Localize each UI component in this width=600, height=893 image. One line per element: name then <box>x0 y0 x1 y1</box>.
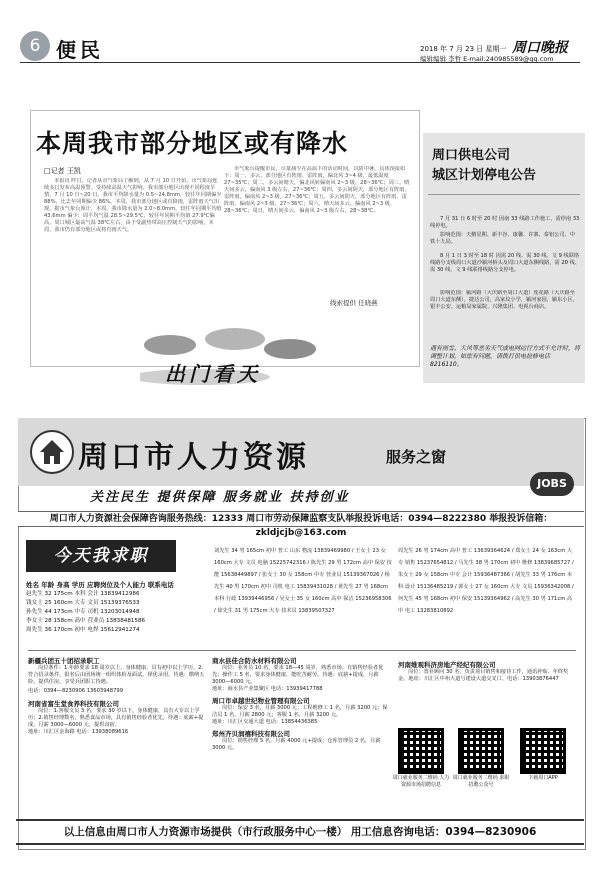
qr-code-3[interactable] <box>520 728 572 781</box>
article-headline: 本周我市部分地区或有降水 <box>36 129 349 158</box>
power-item-2-scope: 影响范围：颍河路（大庆路至周口大道）莲花路（大庆路至周口大道东侧），捷达公司，高家坟小学，颍河家园，颍东小区，银丰公安、运粮局家属院、兴隆集团、电视台商店。 <box>430 290 578 310</box>
hr-logo-icon <box>30 430 74 474</box>
qr-label: 周口就业服务二维码 求职招聘公众号 <box>452 775 510 788</box>
job-title: 商水县佳合防水材料有限公司 <box>212 657 297 665</box>
table-row: 周先生 36 170cm 初中 电焊 15612941274 <box>26 627 140 633</box>
job-postings-col-3 <box>398 660 574 683</box>
job-body: 岗位：保安 3 名，月薪 3000 元；工程维修工 1 名，月薪 3200 元；保洁员 1 名，月薪 2800 元；客服 1 名，月薪 3200 元。 <box>212 705 388 718</box>
qr-label: 周口就业服务二维码 人力资源市场招聘信息 <box>392 775 450 788</box>
section-title: 便民 <box>56 38 104 62</box>
power-item-1-scope: 影响范围：天鹅星期、新丰谷、康馨、许寨、泰铝公司、中铁十九局。 <box>430 232 575 245</box>
qr-code-image[interactable] <box>398 728 444 774</box>
power-title-line1: 周口供电公司 <box>432 148 511 163</box>
power-title-line2: 城区计划停电公告 <box>432 168 537 183</box>
job-body: 岗位条件：1.年龄要求 18 周岁以上，身体健康，具有初中以上学历。2.符合招录条件，报名后由团场统一组织体检及面试，择优录用。待遇：缴纳五险，提供住房，享受兵团职工待遇。 <box>28 665 205 685</box>
job-title: 河南省富生堂食养科技有限公司 <box>28 700 119 708</box>
table-row: 赵先生 32 175cm 本科 会计 13839412986 <box>26 591 140 597</box>
job-postings-col-2 <box>212 656 392 752</box>
power-item-1: 7 月 31 日 6 时至 20 时 因南 33 线路工作施工，需停南 33 线停电。 <box>430 216 580 229</box>
page-number-badge: 6 <box>20 31 50 61</box>
editor-info: 编辑编辑 李哲 E-mail:240985589@qq.com <box>420 55 554 63</box>
power-notice-rule <box>428 194 580 195</box>
cloud-icon <box>144 335 196 355</box>
table-row: 钱女士 25 160cm 大专 文员 15139376533 <box>26 600 140 606</box>
cloud-icon <box>205 328 265 350</box>
hr-hotline-bar: 周口市人力资源社会保障咨询服务热线：12333 周口市劳动保障监察支队举报投诉电话：0394—8222380 举报投诉信箱：zkldjcjb@163.com <box>18 511 584 527</box>
job-body: 岗位：置业顾问 30 名，负责项目销售和接待工作，通讯补贴、年终奖金。地址：川汇区中州大道与建设大道交叉口。电话：13903876447 <box>398 669 569 682</box>
qr-code-image[interactable] <box>520 728 566 774</box>
job-contact: 地址：商水县产业集聚区 电话：13939417788 <box>212 686 323 692</box>
section-divider <box>28 650 576 651</box>
article-credit: 线索提供 任晓燕 <box>330 299 378 307</box>
seekers-table-header: 姓名 年龄 身高 学历 应聘岗位及个人能力 联系电话 <box>26 581 174 589</box>
issue-date: 2018 年 7 月 23 日 星期一 <box>420 45 507 53</box>
hr-section-title: 周口市人力资源 <box>78 440 309 475</box>
article-body-right: 市气象台提醒市民，尽量减少在高温下的活动时间，以防中暑。具体预报如下：周一，多云，部分地区有阵雨、雷阵雨，偏北风 3~4 级，最低温度 27~35℃；周二，多云间晴天，偏北风转偏南风 2~3 级，28~36℃；周三，晴天间多云，偏南风 3 级左右，27~36℃；周四，多云间阴天，部分地区有阵雨、雷阵雨，偏南风 2~3 级，27~36℃；周五，多云间阴天，部分地区有阵雨、雷阵雨，偏南风 2~3 级，27~36℃；周六，晴天间多云，偏南风 2~3 级，28~36℃；周日，晴天间多云，偏南风 2~3 级左右，28~38℃。 <box>224 166 410 214</box>
qr-code-1[interactable] <box>392 728 450 788</box>
job-contact: 地址：川汇区金海路 电话：13938089616 <box>28 729 129 735</box>
footer-info-bar: 以上信息由周口市人力资源市场提供（市行政服务中心一楼） 用工信息咨询电话：0394—8230906 <box>16 819 584 845</box>
seekers-list-middle: 刘先生 34 男 165cm 初中 普工 山东 物流 13839469980 / 王女士 23 女 160cm 大专 文员 电脑 15225742316 / 陈先生 29 男 172cm 高中 保安 技能 15638449897 / 张女士 30 女 158cm 中专 营业员 15139367026 / 杨先生 40 男 170cm 初中 司机 电工 15839431028 / 黄先生 27 男 168cm 本科 行政 13939446956 / 吴女士 35 女 160cm 高中 保洁 15236958306 / 徐先生 31 男 175cm 大专 技术员 13839507327 <box>214 548 392 614</box>
article-body-left: 本报讯 昨日，记者从市气象局了解到，从 7 月 10 日开始，市气象局连续多日发布高温预警。受持续高温天气影响，我市部分地区出现不同程度旱情。7 月 10 日~20 日，我市平均降水量为 0.5~24.8mm，较往年同期偏少 88%，比去年同期偏少 86%。本周，我市部分地区或有降雨，雷阵雨天气出现。据市气象台预计，本周，我市降水量为 2.0~8.0mm，较往年同期平均值 43.6mm 偏少；周平均气温 28.5~29.5℃，较往年同期平均值 27.9℃偏高。周口城区最高气温 38℃左右，由于受副热带高压控制天气的影响，本周，我市仍有部分地区或将有雨天气。 <box>44 178 222 233</box>
job-body: 岗位：业务员 10 名，要求 18—45 周岁，熟悉市场，有销售经验者优先；操作工 5 名，要求身体健康，能吃苦耐劳。待遇：底薪+提成，月薪 3000—6000 元。 <box>212 665 384 685</box>
article-reporter: □记者 王凯 <box>44 167 81 175</box>
job-body: 岗位：1.客服文员 3 名，要求 30 岁以下，身体健康，具有大专以上学历；2.销售经理数名，熟悉食品市场，具有销售经验者优先。待遇：底薪+提成，月薪 3000—6000 元，提供食宿。 <box>28 708 204 728</box>
job-contact: 地址：川汇区交通大道 电话：13854436385 <box>212 719 318 725</box>
job-seekers-banner: 今天我求职 <box>26 540 176 572</box>
jobs-badge: JOBS <box>530 472 574 496</box>
job-title: 河南维观科济房地产经纪有限公司 <box>398 661 496 669</box>
job-title: 郑州齐贝润禧科技有限公司 <box>212 730 290 738</box>
hr-section-subtitle: 服务之窗 <box>386 448 447 466</box>
qr-code-2[interactable] <box>452 728 510 788</box>
hr-slogan: 关注民生 提供保障 服务就业 扶持创业 <box>90 490 350 505</box>
weather-banner-text: 出门看天 <box>165 362 261 386</box>
header-rule <box>20 62 580 63</box>
cloud-icon <box>264 339 316 359</box>
job-contact: 电话：0394—8230906 13603948799 <box>28 688 124 694</box>
job-title: 周口市卓越世纪物业管理有限公司 <box>212 697 310 705</box>
qr-code-image[interactable] <box>458 728 504 774</box>
seekers-list-right: 周先生 26 男 174cm 高中 普工 13639364624 / 郑女士 24 女 163cm 大专 销售 15237654812 / 马先生 38 男 170cm 初中 维修 13839685727 / 朱女士 29 女 158cm 中专 会计 15936487366 / 胡先生 33 男 176cm 本科 设计 15136485219 / 郭女士 27 女 160cm 大专 文员 15936342008 / 何先生 45 男 168cm 初中 保安 15139364962 / 高先生 30 男 171cm 高中 电工 13283810892 <box>398 548 574 614</box>
power-item-2: 8 月 1 日 3 时至 18 时 因需 20 线、需 30 线、文 9 线联络线路分支线周口大道沙颍河桥头及周口大道东侧线路，需 20 线、需 30 线、文 9 线联络线路分支停电。 <box>430 253 580 273</box>
job-title: 新疆兵团五十团招录职工 <box>28 657 100 665</box>
seekers-list-left <box>26 590 211 635</box>
newspaper-name: 周口晚报 <box>512 40 568 56</box>
power-notice-footnote: 遇有雨雪、大风等恶劣天气或电网运行方式不允许时，将调整计划，如您有问题，请拨打供电抢修电话 8216110。 <box>430 345 581 368</box>
job-body: 岗位：销售经理 5 名，月薪 4000 元+提成；仓库管理员 2 名，月薪 3000 元。 <box>212 738 381 751</box>
table-row: 孙先生 44 173cm 中专 司机 13203014948 <box>26 609 140 615</box>
qr-label: 下载周口APP <box>528 775 558 781</box>
table-row: 李女士 28 158cm 高中 营业员 13838481586 <box>26 618 146 624</box>
job-postings-col-1 <box>28 656 206 736</box>
power-notice-title <box>432 146 536 186</box>
